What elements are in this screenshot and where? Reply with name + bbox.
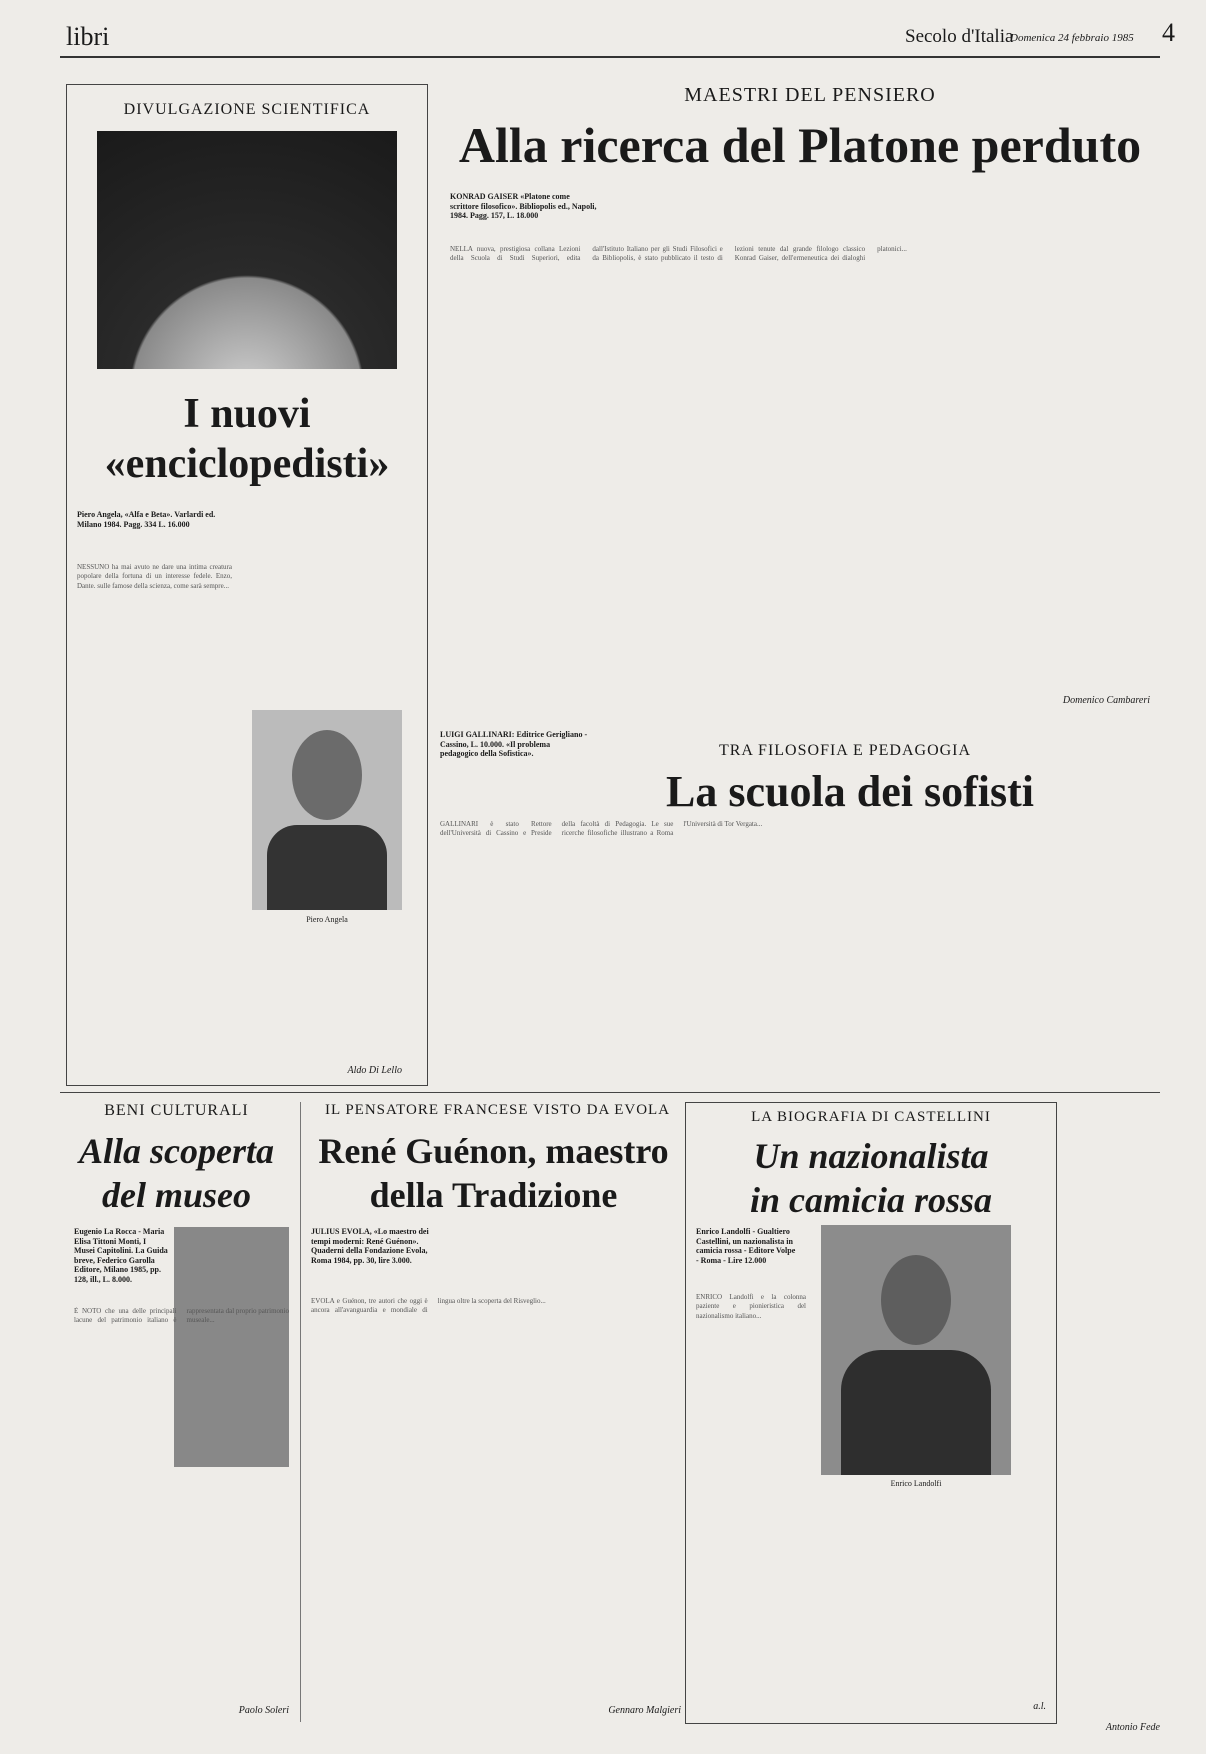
author-byline: Paolo Soleri (238, 1705, 289, 1716)
earth-planets-illustration (97, 131, 397, 369)
title-line-2: della Tradizione (369, 1175, 618, 1215)
headline: Alla ricerca del Platone perduto (458, 117, 1142, 173)
body-text: EVOLA e Guénon, tre autori che oggi è ancora all'avanguardia e mondiale di lingua oltre la scoperta del Risveglio... (311, 1297, 546, 1315)
book-credits: KONRAD GAISER «Platone come scrittore filosofico». Bibliopolis ed., Napoli, 1984. Pagg. 157, L. 18.000 (450, 192, 597, 221)
page-number: 4 (1162, 18, 1175, 47)
body-text-col1: NESSUNO ha mai avuto ne dare una intima creatura popolare della fortuna di un interesse fedele. Enzo, Dante. sulle famose della scienza, come sarà sempre... (77, 563, 232, 590)
photo-caption: Piero Angela (306, 915, 348, 924)
article-museo (64, 1102, 289, 1722)
title-line-2: del museo (102, 1175, 251, 1215)
book-credits: JULIUS EVOLA, «Lo maestro dei tempi moderni: René Guénon». Quaderni della Fondazione Evola, Roma 1984, pp. 30, lire 3.000. (311, 1227, 429, 1265)
title-line-2: «enciclopedisti» (104, 441, 390, 487)
book-credits: Enrico Landolfi - Gualtiero Castellini, un nazionalista in camicia rossa - Editore Volpe - Roma - Lire 12.000 (696, 1227, 796, 1265)
article-enciclopedisti (66, 84, 428, 1086)
kicker: TRA FILOSOFIA E PEDAGOGIA (718, 742, 972, 759)
title-line-1: René Guénon, maestro (318, 1131, 669, 1171)
article-guenon (300, 1102, 686, 1722)
kicker: DIVULGAZIONE SCIENTIFICA (123, 101, 371, 118)
issue-date: Domenica 24 febbraio 1985 (1010, 32, 1134, 44)
section-label: libri (66, 22, 110, 51)
author-byline: Aldo Di Lello (347, 1065, 402, 1076)
article-sofisti (440, 722, 1160, 1082)
continuation-column (1064, 722, 1160, 1722)
author-byline: Antonio Fede (1105, 1722, 1160, 1733)
initials: a.l. (1033, 1701, 1046, 1712)
title-line-2: in camicia rossa (749, 1180, 992, 1220)
kicker: IL PENSATORE FRANCESE VISTO DA EVOLA (324, 1102, 671, 1118)
author-portrait (252, 710, 402, 910)
kicker: LA BIOGRAFIA DI CASTELLINI (751, 1109, 991, 1125)
body-text: ENRICO Landolfi e la colonna paziente e pionieristica del nazionalismo italiano... (696, 1293, 806, 1320)
masthead: Secolo d'Italia (905, 26, 1014, 47)
body-text: NELLA nuova, prestigiosa collana Lezioni della Scuola di Studi Superiori, edita dall'Istituto Italiano per gli Studi Filosofici e da Bibliopolis, è stato pubblicato il testo di lezioni tenute dal grande filologo classico Konrad Gaiser, dell'ermeneutica dei dialoghi platonici... (450, 245, 907, 263)
kicker: BENI CULTURALI (104, 1102, 249, 1119)
author-byline: Domenico Cambareri (1062, 695, 1150, 706)
author-byline: Gennaro Malgieri (608, 1705, 681, 1716)
body-text: GALLINARI è stato Rettore dell'Università di Cassino e Preside della facoltà di Pedagogia. Le sue ricerche filosofiche illustrano a Roma l'Università di Tor Vergata... (440, 820, 763, 838)
landolfi-photo (821, 1225, 1011, 1475)
article-platone (440, 80, 1160, 715)
title-line-1: Alla scoperta (79, 1131, 274, 1171)
headline: La scuola dei sofisti (666, 767, 1034, 816)
title-line-1: Un nazionalista (753, 1136, 989, 1176)
book-credits: Piero Angela, «Alfa e Beta». Varlardi ed. Milano 1984. Pagg. 334 L. 16.000 (77, 510, 216, 529)
article-castellini (685, 1102, 1057, 1724)
book-credits: Eugenio La Rocca - Maria Elisa Tittoni Monti, I Musei Capitolini. La Guida breve, Federico Garolla Editore, Milano 1985, pp. 128, ill., L. 8.000. (74, 1227, 168, 1284)
photo-caption: Enrico Landolfi (890, 1479, 942, 1488)
kicker: MAESTRI DEL PENSIERO (684, 84, 936, 106)
title-line-1: I nuovi (183, 391, 311, 437)
section-rule (60, 1092, 1160, 1093)
header-rule (60, 56, 1160, 58)
body-text: È NOTO che una delle principali lacune del patrimonio italiano è rappresentata dal proprio patrimonio museale... (74, 1307, 289, 1325)
book-credits: LUIGI GALLINARI: Editrice Gerigliano - Cassino, L. 10.000. «Il problema pedagogico della Sofistica». (440, 730, 588, 759)
